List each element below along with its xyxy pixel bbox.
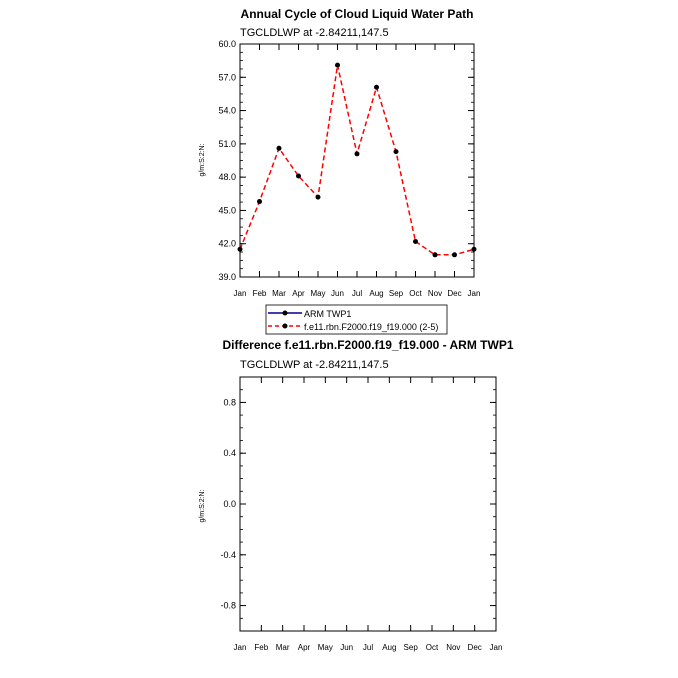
plot-frame	[240, 377, 496, 631]
annual-cycle-panel	[199, 7, 480, 334]
x-tick-label: Jun	[340, 643, 354, 652]
x-tick-label: Nov	[427, 289, 443, 298]
y-axis-label: g/m:S:2:N:	[199, 143, 206, 177]
x-tick-label: Apr	[292, 289, 305, 298]
x-tick-label: Dec	[467, 643, 482, 652]
data-point	[355, 151, 360, 156]
x-tick-label: Nov	[446, 643, 461, 652]
y-tick-label: 0.0	[223, 499, 236, 509]
y-tick-label: 60.0	[218, 39, 236, 49]
y-tick-label: 0.4	[223, 448, 236, 459]
data-point	[472, 247, 477, 252]
x-tick-label: May	[310, 289, 326, 298]
y-tick-label: 42.0	[218, 238, 236, 249]
chart-subtitle: TGCLDLWP at -2.84211,147.5	[240, 359, 389, 371]
x-tick-label: Jan	[467, 289, 481, 298]
legend-marker-model	[283, 324, 288, 329]
x-tick-label: May	[317, 643, 333, 652]
x-tick-label: Jan	[489, 643, 503, 652]
y-tick-label: 39.0	[218, 272, 236, 282]
x-tick-label: Sep	[388, 289, 404, 298]
x-tick-label: Feb	[252, 289, 267, 298]
x-tick-label: Jul	[351, 289, 363, 298]
data-point	[433, 252, 438, 257]
data-point	[277, 146, 282, 151]
y-tick-label: 54.0	[218, 105, 236, 116]
x-tick-label: Sep	[403, 643, 418, 652]
chart-title: Difference f.e11.rbn.F2000.f19_f19.000 - ARM TWP1	[222, 338, 514, 352]
x-tick-label: Jan	[233, 643, 247, 652]
x-tick-label: Jul	[362, 643, 374, 652]
x-tick-label: Aug	[382, 643, 397, 652]
x-tick-label: Apr	[297, 643, 311, 652]
x-tick-label: Jun	[331, 289, 344, 298]
data-point	[238, 247, 243, 252]
x-tick-label: Mar	[272, 289, 286, 298]
data-point	[257, 199, 262, 204]
x-tick-label: Feb	[254, 643, 269, 652]
y-axis-label: g/m:S:2:N:	[199, 489, 206, 523]
legend-marker-obs	[283, 311, 288, 316]
y-tick-label: 57.0	[218, 72, 236, 83]
chart-subtitle: TGCLDLWP at -2.84211,147.5	[240, 27, 389, 39]
x-tick-label: Dec	[447, 289, 462, 298]
plot-frame	[240, 44, 474, 277]
legend-label-model: f.e11.rbn.F2000.f19_f19.000 (2-5)	[304, 322, 439, 332]
x-tick-label: Aug	[369, 289, 384, 298]
x-tick-label: Oct	[425, 643, 439, 652]
y-tick-label: -0.4	[220, 549, 236, 560]
y-tick-label: -0.8	[220, 600, 236, 611]
chart-title: Annual Cycle of Cloud Liquid Water Path	[240, 7, 474, 21]
difference-panel	[199, 338, 514, 652]
legend	[266, 305, 447, 334]
data-point	[335, 63, 340, 68]
legend-label-obs: ARM TWP1	[304, 309, 352, 319]
x-tick-label: Mar	[275, 643, 290, 652]
y-tick-label: 45.0	[218, 205, 236, 216]
data-point	[413, 239, 418, 244]
series-line	[240, 65, 474, 255]
y-tick-label: 48.0	[218, 172, 236, 183]
data-point	[374, 85, 379, 90]
y-tick-label: 0.8	[223, 397, 236, 408]
x-tick-label: Oct	[409, 289, 422, 298]
data-point	[452, 252, 457, 257]
data-point	[394, 149, 399, 154]
y-tick-label: 51.0	[218, 138, 236, 149]
data-point	[296, 174, 301, 179]
data-point	[316, 195, 321, 200]
x-tick-label: Jan	[233, 289, 247, 298]
